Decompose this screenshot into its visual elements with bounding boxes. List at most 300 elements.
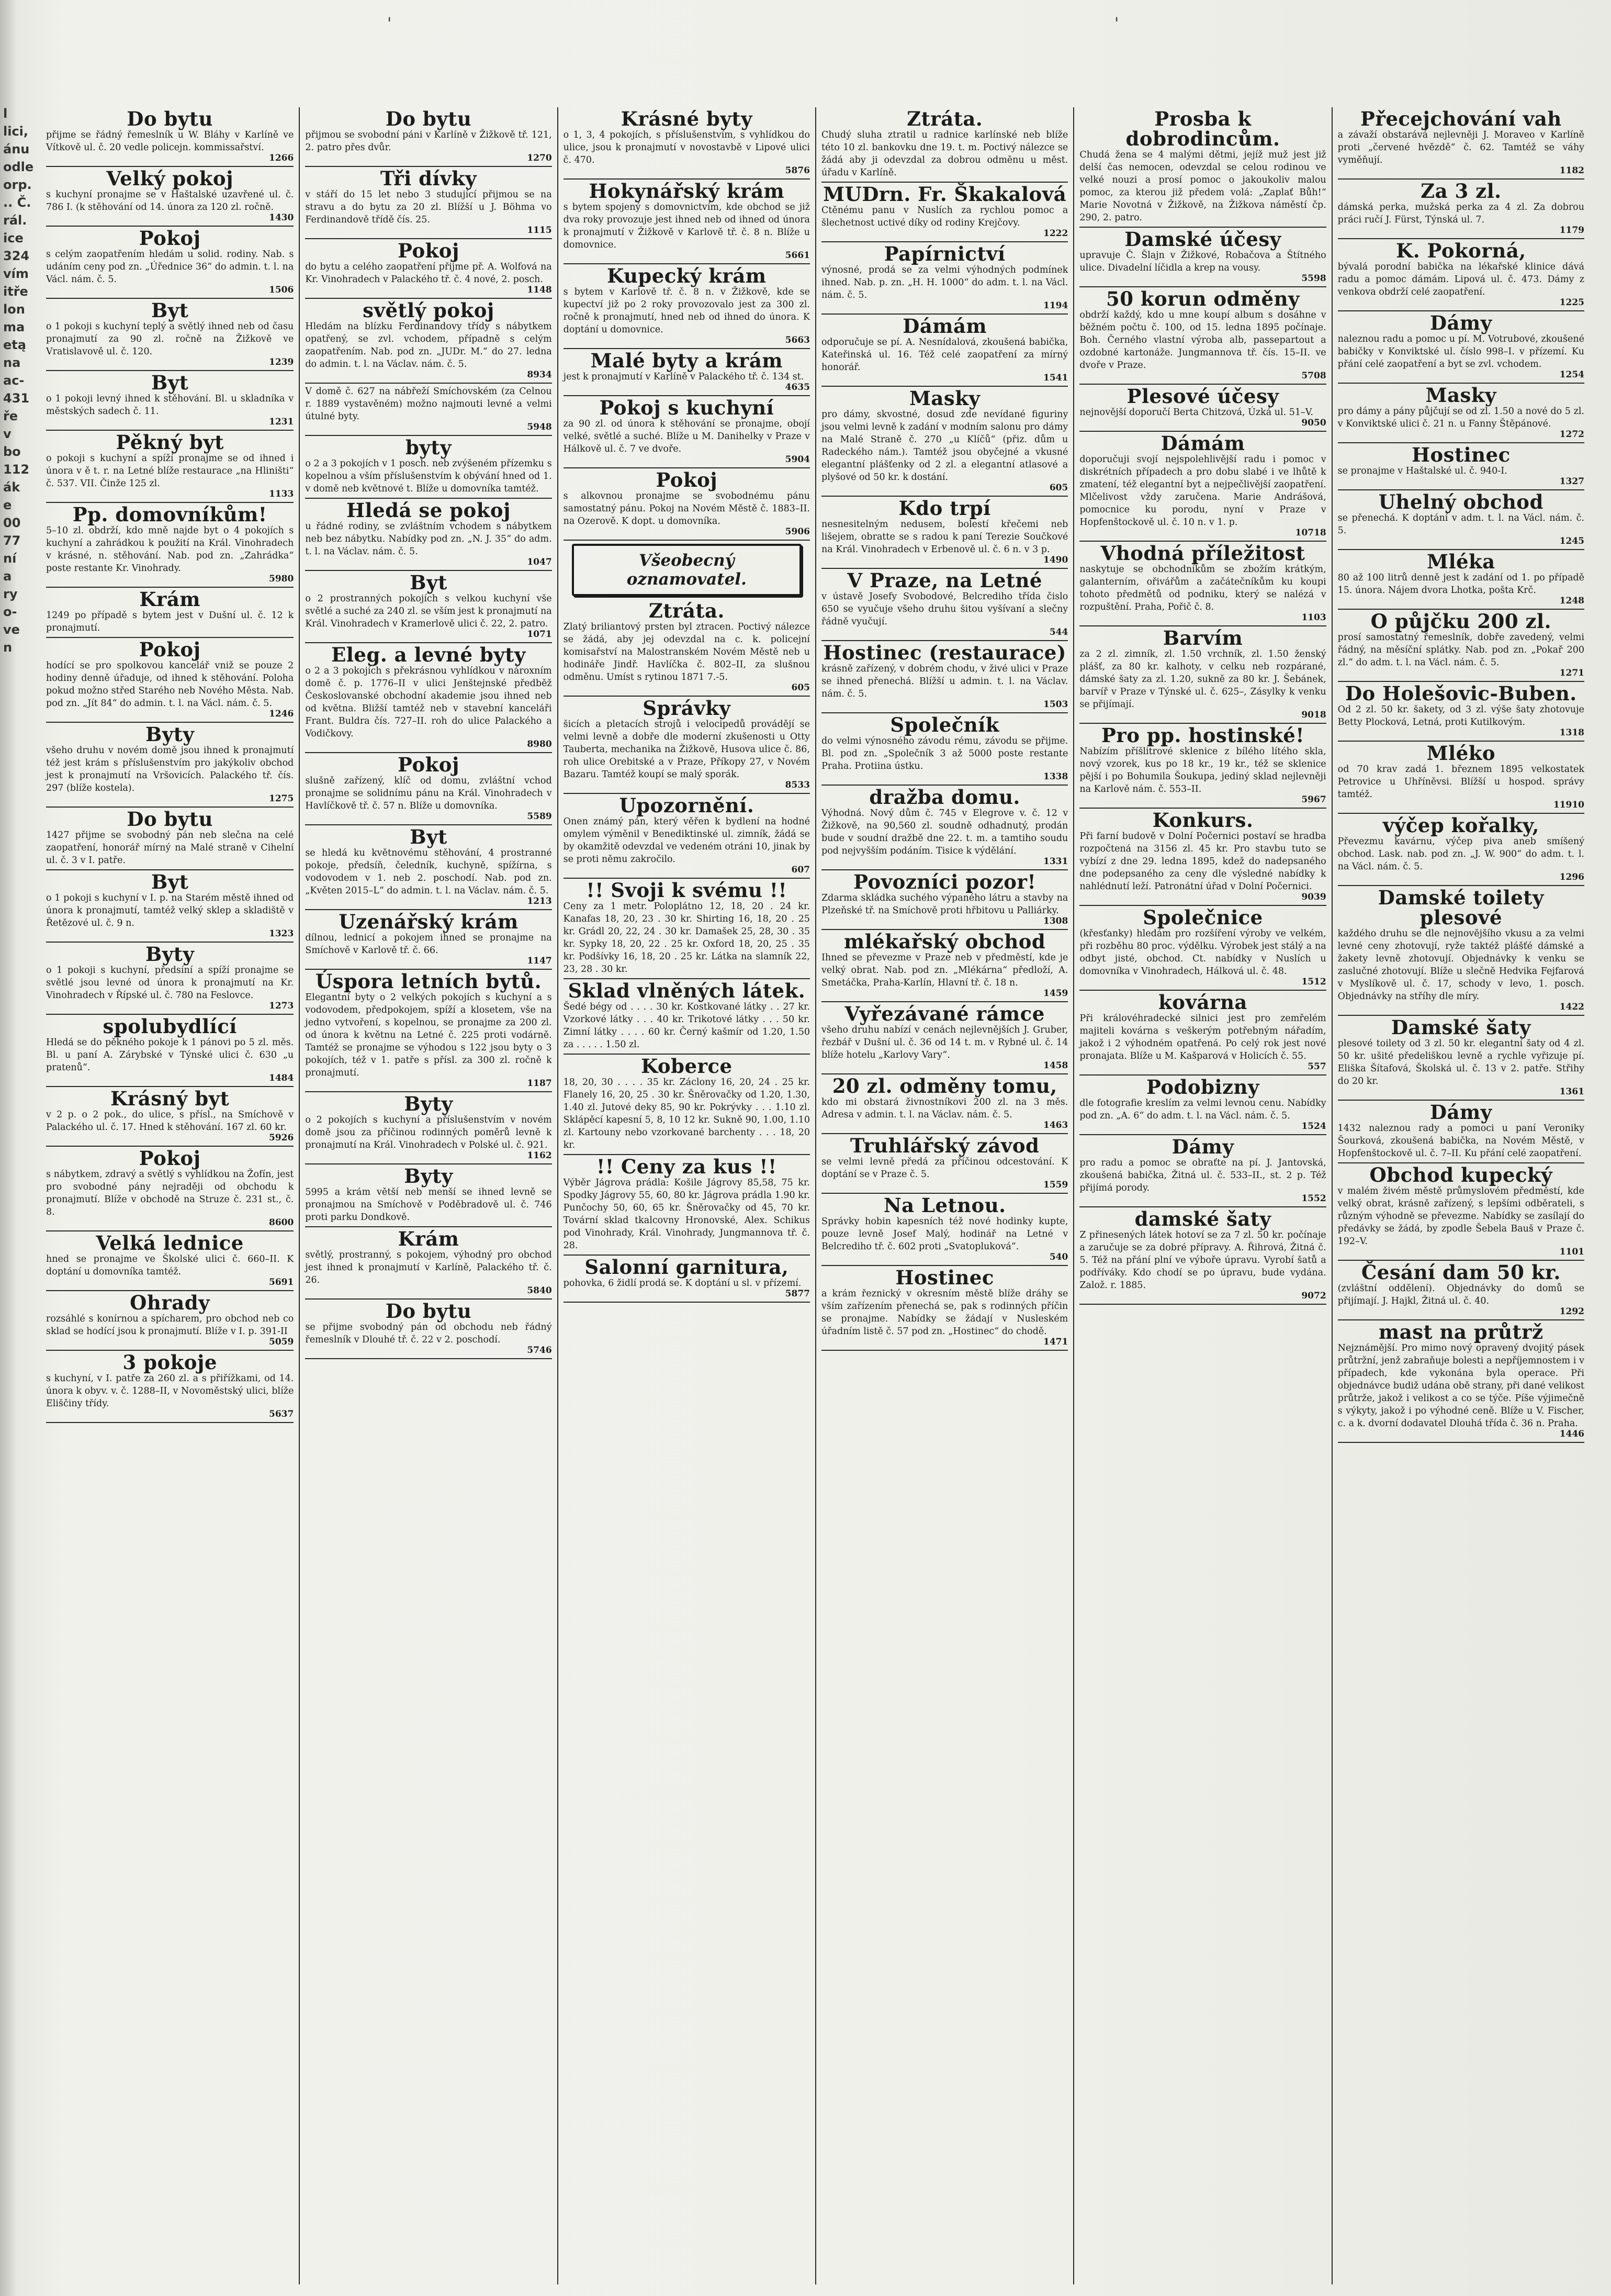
classified-ad <box>1338 1320 1584 1443</box>
ad-heading: Byt <box>410 571 447 594</box>
classified-ad <box>1338 239 1584 311</box>
classified-ad <box>46 1291 294 1351</box>
ad-body: o 1, 3, 4 pokojích, s příslušenstvím, s vyhlídkou do ulice, jsou k pronajmutí v novostavbě v Lipové ulici č. 470. <box>563 130 810 165</box>
ad-heading: Byty <box>145 943 195 966</box>
margin-fragment: 112 <box>3 462 30 477</box>
classified-ad <box>1338 1261 1584 1320</box>
ad-heading: 3 pokoje <box>122 1351 217 1374</box>
ad-body: hned se pronajme ve Školské ulici č. 660–II. K doptání u domovníka tamtéž. <box>46 1254 294 1277</box>
ad-number: 5876 <box>785 165 810 176</box>
classified-ad <box>46 1231 294 1291</box>
ad-heading: mlékařský obchod <box>844 930 1046 953</box>
classified-ad <box>821 1266 1068 1351</box>
classified-ad <box>1338 1163 1584 1261</box>
ad-heading: V Praze, na Letné <box>847 569 1042 592</box>
ad-body: všeho druhu nabízí v cenách nejlevnějších J. Gruber, řezbář v Dušní ul. č. 36 od 14 t. m. v Rybné ul. č. 14 blíže hotelu „Karlovy Vary“. <box>821 1025 1068 1060</box>
ad-number: 1503 <box>1043 699 1068 710</box>
column-4 <box>815 107 1073 2284</box>
classified-ad <box>821 497 1068 569</box>
adjacent-page-margin <box>3 105 34 656</box>
top-mark: ' <box>1114 15 1119 33</box>
ad-heading: Ztráta. <box>907 107 983 130</box>
ad-body: se přijme svobodný pán od obchodu neb řádný řemeslník v Dlouhé tř. č. 22 v 2. poschodí. <box>305 1322 552 1345</box>
classified-ad <box>1079 991 1326 1076</box>
ad-number: 5904 <box>785 454 810 465</box>
classified-ad <box>46 431 294 503</box>
ad-number: 1463 <box>1043 1120 1068 1130</box>
ad-number: 9018 <box>1301 710 1326 720</box>
ad-body: každého druhu se dle nejnovějšího vkusu a za velmi levné ceny zhotovují, ryže taktéž plášťé dámské a žakety levně zhotovují. Objednávky k venku se zaslučné zhotovují. Blíže u slečně Hedvika Fejfarová v Myslíkově ul. č. 17, schody v levo, 1. posch. Objednávky na stříhy dle míry. <box>1337 928 1584 1002</box>
ad-heading: Povozníci pozor! <box>853 870 1037 893</box>
classified-ad <box>821 183 1068 242</box>
ad-number: 5877 <box>785 1289 810 1299</box>
ad-body: od 70 krav zadá 1. březnem 1895 velkostatek Petrovice u Uhříněvsi. Blížší u hospod. správy tamtéž. <box>1337 764 1584 800</box>
ad-number: 1512 <box>1301 977 1326 987</box>
margin-fragment: o- <box>3 604 17 619</box>
ad-body: Onen známý pán, který věřen k bydlení na hodné omylem výměnil v Benediktinské ul. zimník, žádá se by okamžitě odevzdal ve vedeném otráni 10, jinak by se proti němu zakročilo. <box>563 816 810 865</box>
ad-body: o 2 pokojích s kuchyní a příslušenstvím v novém domě jsou za příčinou rodinných poměrů levně k pronajmutí na Král. Vinohradech v Polské ul. č. 921. <box>305 1115 552 1150</box>
classified-ad <box>564 979 810 1055</box>
ad-heading: mast na průtrž <box>1379 1320 1544 1343</box>
ad-heading: Dámám <box>1161 432 1245 455</box>
ad-number: 1071 <box>527 629 552 640</box>
classified-columns <box>41 107 1590 2284</box>
classified-ad <box>1079 432 1326 542</box>
ad-body: 1249 po případě s bytem jest v Dušní ul. č. 12 k pronajmutí. <box>46 610 294 633</box>
ad-body: Z přinesených látek hotoví se za 7 zl. 50 kr. počínaje a zaručuje se za dobré přípravy. A. Řihrová, Žitná č. 5. Též na přání plní ve výboře úpravu. Vyrobí šatů a podříváky. Kdo chodí se po úpravu, bude vydána. Založ. r. 1885. <box>1079 1230 1326 1291</box>
ad-body: přijme se řádný řemeslník u W. Bláhy v Karlíně ve Vítkově ul. č. 20 vedle policejn. kommissařství. <box>46 130 294 153</box>
ad-heading: Papírnictví <box>884 242 1006 265</box>
classified-ad <box>1338 742 1584 814</box>
ad-heading: Hostinec <box>895 1266 994 1289</box>
ad-number: 540 <box>1049 1252 1068 1262</box>
ad-heading: Kdo trpí <box>898 497 991 520</box>
classified-ad <box>1338 107 1584 180</box>
ad-body: Zlatý briliantový prsten byl ztracen. Poctivý nálezce se žádá, aby jej odevzdal na c. k. policejní komisařství na Malostranském Novém Městě neb u hodináře Jindř. Havlíčka č. 802–II, za slušnou odměnu. Umíst s rytinou 1871 7.-5. <box>563 622 810 682</box>
classified-ad <box>305 299 551 384</box>
ad-body: upravuje Č. Šlajn v Žižkové, Robačova a Štítného ulice. Divadelní líčidla a krep na vousy. <box>1079 250 1326 273</box>
ad-heading: Do bytu <box>385 107 472 130</box>
ad-heading: Koberce <box>641 1055 733 1078</box>
ad-body: Elegantní byty o 2 velkých pokojích s kuchyní a s vodovodem, předpokojem, spíží a klosetem, vše na jedno vytvoření, s kopelnou, se pronajme za 200 zl. od února k květnu na Letné č. 225 proti vodárně. Tamtéž se pronajme se výhodou s 122 jsou byty o 3 pokojích, též v 1. patře s přísl. za 300 zl. ročně k pronajmutí. <box>305 992 552 1078</box>
classified-ad <box>1338 180 1584 239</box>
classified-ad <box>821 1074 1068 1134</box>
classified-ad <box>1079 626 1326 724</box>
general-advertiser-notice <box>572 544 802 596</box>
ad-heading: Do Holešovic-Buben. <box>1345 682 1577 705</box>
margin-fragment: a <box>3 569 12 584</box>
ad-body: o 1 pokoji s kuchyní teplý a světlý ihned neb od času pronajmutí za 90 zl. ročně na Žižkově ve Vratislavově ul. č. 120. <box>46 321 294 357</box>
classified-ad <box>1338 384 1584 443</box>
ad-heading: Damské šaty <box>1391 1016 1531 1039</box>
ad-body: o 2 a 3 pokojích s překrásnou vyhlídkou v nároxním domě č. p. 1776–II v ulici Jenštejnské předběž Českoslovanské obchodní akademie jsou ihned neb od května. Bližší tamtéž neb v stavební kanceláři Frant. Buldra čís. 727–II. roh do ulice Palackého a Vodičkovy. <box>305 666 552 739</box>
ad-number: 5663 <box>785 335 810 345</box>
ad-body: Chudá žena se 4 malými dětmi, jejíž muž jest již delší čas nemocen, odevzdal se celou rodinou ve velké nouzi a prosí pomoc o jakoukoliv malou pomoc, za kterou již předem volá: „Zaplať Bůh!“ Marie Novotná v Žižkově, na Žižkova náměstí čp. 290, 2. patro. <box>1079 150 1326 223</box>
ad-heading: O půjčku 200 zl. <box>1370 610 1551 633</box>
ad-number: 1559 <box>1043 1180 1068 1190</box>
ad-number: 1308 <box>1043 916 1068 926</box>
ad-heading: kovárna <box>1158 991 1247 1014</box>
classified-ad <box>1338 814 1584 886</box>
ad-body: 5–10 zl. obdrží, kdo mně najde byt o 4 pokojích s kuchyní a zahrádkou k použití na Král. Vinohradech v krásné, n. stěhování. Nab. pod zn. „Zahrádka“ poste restante Kr. Vinohrady. <box>46 525 294 574</box>
margin-fragment: 324 <box>3 249 30 263</box>
classified-ad <box>821 1134 1068 1194</box>
classified-ad <box>1338 610 1584 682</box>
margin-fragment: itře <box>3 284 28 299</box>
ad-body: s celým zaopatřením hledám u solid. rodiny. Nab. s udáním ceny pod zn. „Úřednice 36“ do admin. t. l. na Václ. nám. č. 5. <box>46 249 294 285</box>
margin-fragment: ma <box>3 320 25 334</box>
ad-heading: Byt <box>151 870 189 893</box>
classified-ad <box>1338 1101 1584 1163</box>
ad-number: 1524 <box>1301 1121 1326 1132</box>
ad-body: přijmou se svobodní páni v Karlíně v Žižkově tř. 121, 2. patro přes dvůr. <box>305 130 552 153</box>
ad-number: 1327 <box>1559 476 1584 487</box>
classified-ad <box>46 1351 294 1423</box>
ad-heading: Obchod kupecký <box>1369 1163 1553 1186</box>
ad-body: obdrží každý, kdo u mne koupí album s dosáhne v běžném počtu č. 100, od 15. ledna 1895 počínaje. Boh. Černého vlastní výroba alb, passepartout a ozdobné kartonáže. Jungmannova tř. čís. 15–II. ve dvoře v Praze. <box>1079 310 1326 371</box>
ad-body: nejnovější doporučí Berta Chitzová, Úzká ul. 51–V. <box>1079 407 1313 418</box>
ad-heading: Barvím <box>1163 626 1243 649</box>
ad-body: prosí samostatný řemeslník, dobře zavedený, velmi řádný, na měsíční splátky. Nab. pod zn. „Pokař 200 zl.“ do adm. t. l. na Václ. nám. č. 5. <box>1337 632 1584 668</box>
classified-ad <box>1079 287 1326 385</box>
classified-ad <box>46 1015 294 1087</box>
ad-body: 80 až 100 litrů denně jest k zadání od 1. po případě 15. února. Nájem dvora Lhotka, pošta Krč. <box>1337 573 1584 596</box>
notice-line: Všeobecný <box>638 551 735 570</box>
classified-ad <box>564 107 810 180</box>
classified-ad <box>821 1194 1068 1266</box>
ad-number: 5708 <box>1301 371 1326 381</box>
ad-number: 4635 <box>785 382 810 393</box>
ad-number: 1182 <box>1559 165 1584 176</box>
classified-ad <box>564 1055 810 1155</box>
ad-number: 1101 <box>1559 1247 1584 1257</box>
ad-body: u řádné rodiny, se zvláštním vchodem s nábytkem neb bez nábytku. Nabídky pod zn. „N. J. 35“ do adm. t. l. na Václav. nám. č. 5. <box>305 521 552 557</box>
margin-fragment: ní <box>3 551 17 566</box>
ad-body: v ústavě Josefy Svobodové, Belcrediho třída čislo 650 se vyučuje všeho druhu šitou vyšívaní a slečny řádně vyučují. <box>821 591 1068 627</box>
classified-ad <box>46 723 294 808</box>
ad-heading: 50 korun odměny <box>1106 287 1300 310</box>
classified-ad <box>1079 385 1326 432</box>
ad-number: 9039 <box>1301 892 1326 902</box>
ad-body: Hledám na blízku Ferdinandovy třídy s nábytkem opatřený, se zvl. vchodem, případně s celým zaopatřením. Nab. pod zn. „JUDr. M.“ do 27. ledna do admin. t. l. na Václav. nám. č. 5. <box>305 321 552 369</box>
column-1 <box>41 107 299 2284</box>
margin-fragment: ry <box>3 587 18 601</box>
ad-heading: Přecejchování vah <box>1360 107 1562 130</box>
ad-heading: Na Letnou. <box>883 1194 1006 1217</box>
ad-body: Šedé bégy od . . . . 30 kr. Kostkované látky . . 27 kr. Vzorkové látky . . . 40 kr. Trikotové látky . . . 50 kr. Zimní látky . . . . 60 kr. Černý kašmír od 1.20, 1.50 za . . . . . 1.50 zl. <box>563 1002 810 1050</box>
classified-ad <box>821 1002 1068 1074</box>
ad-heading: Ohrady <box>130 1291 210 1314</box>
classified-ad <box>46 588 294 638</box>
ad-number: 1296 <box>1559 872 1584 882</box>
classified-ad <box>46 1087 294 1147</box>
classified-ad <box>46 167 294 227</box>
classified-ad <box>564 794 810 879</box>
ad-heading: Malé byty a krám <box>590 349 783 372</box>
ad-number: 1273 <box>269 1001 294 1011</box>
ad-body: se pronajme v Haštalské ul. č. 940-I. <box>1337 466 1507 476</box>
margin-fragment: ánu <box>3 142 30 156</box>
ad-number: 1222 <box>1043 228 1068 239</box>
classified-ad <box>305 239 551 299</box>
ad-number: 1246 <box>269 709 294 719</box>
ad-number: 1430 <box>269 212 294 223</box>
ad-heading: Hokynářský krám <box>589 180 785 203</box>
ad-heading: Velký pokoj <box>106 167 233 190</box>
ad-heading: Pokoj <box>656 468 718 491</box>
ad-body: Hledá se do pěkného pokoje k 1 pánovi po 5 zl. měs. Bl. u paní A. Zárybské v Týnské ulici č. 630 „u pratenů“. <box>46 1037 294 1073</box>
ad-heading: výčep kořalky, <box>1382 814 1539 837</box>
ad-number: 1552 <box>1301 1193 1326 1204</box>
ad-number: 1331 <box>1043 856 1068 867</box>
ad-heading: Pokoj <box>398 753 459 776</box>
classified-ad <box>564 1256 810 1303</box>
ad-body: výnosné, prodá se za velmi výhodných podmínek ihned. Nab. p. zn. „H. H. 1000“ do adm. t. l. na Václ. nám. č. 5. <box>821 265 1068 300</box>
margin-fragment: l <box>3 106 8 121</box>
ad-heading: Pokoj <box>398 239 459 262</box>
ad-heading: Eleg. a levné byty <box>331 643 526 666</box>
ad-body: (křesťanky) hledám pro rozšíření výroby ve velkém, při rozběhu 80 proc. výdělku. Výrobek jest stálý a na odbyt jisté, obchod. Ct. nabídky v Nuslích u domovníka v Vinohradech, Hálková ul. č. 48. <box>1079 928 1326 977</box>
ad-body: s bytem v Karlově tř. č. 8 n. v Žižkově, kde se kupectví již po 2 roky provozovalo jest za 300 zl. ročně k pronajmutí, hned neb od ihned do února. K doptání u domovnice. <box>563 287 810 335</box>
ad-body: světlý, prostranný, s pokojem, výhodný pro obchod jest ihned k pronajmutí v Karlíně, Palackého tř. č. 26. <box>305 1250 552 1285</box>
classified-ad <box>564 697 810 794</box>
ad-heading: Dámy <box>1429 311 1492 334</box>
ad-heading: Byty <box>145 723 195 746</box>
classified-ad <box>46 870 294 943</box>
ad-number: 1490 <box>1043 555 1068 565</box>
ad-body: 5995 a krám větší neb menší se ihned levně se pronajmou na Smíchově v Poděbradově ul. č. 746 proti parku Dondkově. <box>305 1187 552 1223</box>
classified-ad <box>305 1092 551 1164</box>
ad-number: 1162 <box>527 1150 552 1161</box>
ad-body: jest k pronajmutí v Karlíně v Palackého tř. č. 134 st. <box>563 372 804 382</box>
ad-heading: Byty <box>404 1092 453 1115</box>
ad-body: nesnesitelným nedusem, bolestí křečemi neb lišejem, obratte se s radou k paní Terezie Součkové na Král. Vinohradech v Erbenově ul. č. 6 n. v 3 p. <box>821 519 1068 555</box>
classified-ad <box>821 870 1068 930</box>
ad-heading: Velká lednice <box>96 1231 244 1255</box>
ad-number: 1254 <box>1559 369 1584 380</box>
ad-body: o 2 a 3 pokojích v 1 posch. neb zvýšeném přízemku s kopelnou a vším příslušenstvím k obývání hned od 1. v domě neb květnové t. Blíže u domovníka tamtéž. <box>305 458 552 494</box>
ad-heading: Ztráta. <box>648 599 725 622</box>
margin-fragment: ac- <box>3 373 25 388</box>
classified-ad <box>564 396 810 468</box>
ad-number: 5906 <box>785 527 810 537</box>
ad-number: 1446 <box>1559 1429 1584 1439</box>
ad-heading: Společník <box>890 713 999 736</box>
ad-number: 1275 <box>269 793 294 804</box>
ad-heading: Mléka <box>1426 550 1495 573</box>
ad-heading: Společnice <box>1143 906 1263 929</box>
classified-ad <box>305 107 551 167</box>
ad-body: 18, 20, 30 . . . . 35 kr. Záclony 16, 20, 24 . 25 kr. Flanely 16, 20, 25 . 30 kr. Šněrovačky od 1.20, 1.30, 1.40 zl. Jutové deky 85, 90 kr. Pokrývky . . . 1.10 zl. Sklápěcí kapesní 5, 8, 10 12 kr. Sukně 90, 1.00, 1.10 zl. Kartouny nebo vzorkované barchenty . . . 18, 20 kr. <box>563 1077 810 1150</box>
classified-ad <box>305 910 551 970</box>
ad-heading: byty <box>405 436 452 459</box>
ad-heading: Vhodná příležitost <box>1100 542 1305 565</box>
classified-ad <box>1338 311 1584 384</box>
classified-ad <box>564 468 810 541</box>
ad-heading: Pokoj <box>139 227 201 250</box>
ad-body: Při královéhradecké silnici jest pro zemřelém majiteli kovárna s veškerým potřebným nářadím, jakož i 2 výhodném opatřená. Po celý rok jest nové pronajata. Blíže u M. Kašparová v Holicích č. 55. <box>1079 1013 1326 1061</box>
ad-body: plesové toilety od 3 zl. 50 kr. elegantní šaty od 4 zl. 50 kr. ušité předeliškou levně a rychle vyřizuje pí. Eliška Šítafová, Školská ul. č. 13 v 2. patře. Střihy do 20 kr. <box>1337 1038 1584 1087</box>
ad-heading: Za 3 zl. <box>1421 180 1502 203</box>
ad-number: 1225 <box>1559 297 1584 308</box>
ad-number: 1194 <box>1043 300 1068 311</box>
ad-heading: Pokoj s kuchyní <box>599 396 774 419</box>
classified-ad <box>305 1300 551 1359</box>
ad-body: pohovka, 6 židlí prodá se. K doptání u sl. v přízemí. <box>563 1278 802 1289</box>
ad-number: 10718 <box>1295 528 1326 538</box>
ad-body: doporučuji svojí nejspolehlivější radu i pomoc v diskrétních případech a pro dobu slabé i ve lhůtě k zmatení, též elegantní byt a nejpečlivější zaopatření. Mlčelivost vždy zaručena. Marie Andrášová, pomocnice ku porodu, nyní v Praze v Hopfenštockově ul. č. 10 n. v 1. p. <box>1079 454 1326 528</box>
classified-ad <box>1079 1076 1326 1135</box>
ad-heading: Prosba k dobrodincům. <box>1125 107 1280 150</box>
classified-ad <box>1338 682 1584 742</box>
ad-body: Při farní budově v Dolní Počernici postaví se hradba rozpočtená na 3156 zl. 45 kr. Pro stavbu tuto se vybízí z dne 29. ledna 1895, kdež do nadepsaného dne podepsaného za ceny dle výsledné nabídky k nahlédnutí leží. Patronátní úřad v Dolní Počernici. <box>1079 831 1326 892</box>
ad-body: Od 2 zl. 50 kr. šakety, od 3 zl. výše šaty zhotovuje Betty Plocková, Letná, proti Kutilkovým. <box>1337 704 1584 727</box>
margin-fragment: ice <box>3 231 24 245</box>
ad-body: V domě č. 627 na nábřeží Smíchovském (za Celnou r. 1889 vystavěném) možno najmouti levné a velmi útulné byty. <box>305 386 552 422</box>
ad-number: 1239 <box>269 357 294 367</box>
ad-number: 1213 <box>527 896 552 906</box>
ad-heading: dražba domu. <box>869 786 1020 809</box>
ad-heading: Hledá se pokoj <box>346 499 511 522</box>
classified-ad <box>821 786 1068 870</box>
ad-number: 9050 <box>1301 418 1326 428</box>
ad-body: odporučuje se pí. A. Nesnídalová, zkoušená babička, Kateřinská ul. 16. Též celé zaopatření za mírný honorář. <box>821 337 1068 373</box>
ad-heading: Pp. domovníkům! <box>72 503 267 526</box>
classified-ad <box>46 1147 294 1231</box>
margin-fragment: 431 <box>3 391 30 406</box>
ad-heading: Konkurs. <box>1152 809 1254 832</box>
ad-heading: Dámy <box>1171 1135 1234 1158</box>
classified-ad <box>46 299 294 371</box>
classified-ad <box>564 264 810 349</box>
ad-heading: světlý pokoj <box>363 299 494 322</box>
ad-body: 1427 přijme se svobodný pán neb slečna na celé zaopatření, honorář mírný na Malé straně v Cihelní ul. č. 3 v I. patře. <box>46 830 294 866</box>
margin-fragment: ve <box>3 622 20 637</box>
ad-heading: Vyřezávané rámce <box>844 1002 1045 1025</box>
ad-heading: Sklad vlněných látek. <box>568 979 806 1002</box>
column-6 <box>1332 107 1590 2284</box>
ad-heading: Do bytu <box>127 808 213 831</box>
ad-number: 5926 <box>269 1133 294 1143</box>
ad-body: dámská perka, mužská perka za 4 zl. Za dobrou práci ručí J. Fürst, Týnská ul. 7. <box>1337 202 1584 225</box>
ad-body: do velmi výnosného závodu rému, závodu se přijme. Bl. pod zn. „Společník 3 až 5000 poste restante Praha. Protiina ústku. <box>821 736 1068 771</box>
ad-number: 1148 <box>527 285 552 295</box>
ad-body: Nabízím příšlitrové sklenice z bílého lítého skla, nový vzorek, kus po 18 kr., 19 kr., též se sklenice pější i po Bohumila Šoukupa, jediný sklad nejlevněji na Karlově nám. č. 553–II. <box>1079 746 1326 794</box>
ad-number: 5967 <box>1301 794 1326 805</box>
ad-heading: Byt <box>151 299 189 322</box>
classified-ad <box>821 930 1068 1002</box>
ad-number: 1231 <box>269 417 294 427</box>
ad-heading: Salonní garnitura, <box>584 1256 789 1279</box>
ad-heading: Uzenářský krám <box>339 910 519 933</box>
ad-heading: Hostinec (restaurace) <box>823 641 1066 664</box>
classified-ad <box>564 599 810 697</box>
ad-number: 5691 <box>269 1277 294 1287</box>
ad-body: o 1 pokoji s kuchyní v I. p. na Starém městě ihned od února k pronajmutí, tamtéž velký sklep a skladiště v Řetězové ul. č. 9 n. <box>46 893 294 928</box>
ad-heading: !! Svoji k svému !! <box>586 879 787 902</box>
ad-heading: Truhlářský závod <box>850 1134 1040 1157</box>
ad-heading: Krám <box>398 1227 459 1250</box>
ad-body: Zdarma skládka suchého výpaného látru a stavby na Plzeňské tř. na Smíchově proti hřbitovu u Palliárky. <box>821 893 1068 916</box>
margin-fragment: e <box>3 498 12 512</box>
ad-body: s kuchyní pronajme se v Haštalské uzavřené ul. č. 786 I. (k stěhování od 14. února za 120 zl. ročně. <box>46 189 294 212</box>
classified-ad <box>821 569 1068 641</box>
margin-fragment: odle <box>3 160 34 174</box>
ad-body: s bytem spojený s domovnictvím, kde obchod se již dva roky provozuje jest ihned neb od ihned od února k pronajmutí v Žižkově v Karlově tř. č. 8 n. Blíže u domovnice. <box>563 202 810 250</box>
classified-ad <box>305 753 551 825</box>
ad-body: Výhodná. Nový dům č. 745 v Elegrove v. č. 12 v Žižkově, na 90,560 zl. soudně odhadnutý, prodán bude v soudní dražbě dne 22. t. m. a tamtiho soudu pod nejvyšším podáním. Tisice k výdělání. <box>821 808 1068 856</box>
column-3 <box>557 107 815 2284</box>
ad-number: 1484 <box>269 1073 294 1083</box>
classified-ad <box>821 387 1068 497</box>
ad-number: 605 <box>791 682 810 693</box>
ad-number: 557 <box>1308 1061 1326 1072</box>
column-2 <box>299 107 557 2284</box>
margin-fragment: 77 <box>3 533 21 548</box>
ad-number: 5661 <box>785 250 810 261</box>
classified-ad <box>1338 550 1584 610</box>
classified-ad <box>821 107 1068 183</box>
ad-heading: Podobizny <box>1146 1076 1259 1099</box>
ad-body: o 1 pokoji s kuchyní, předsíní a spíží pronajme se světlé jsou levné od února k pronajmutí na Kr. Vinohradech v Řípské ul. č. 780 na Feslovce. <box>46 965 294 1001</box>
ad-number: 5637 <box>269 1409 294 1419</box>
notice-line: oznamovatel. <box>626 570 747 589</box>
classified-ad <box>305 825 551 910</box>
classified-ad <box>305 436 551 499</box>
ad-number: 5948 <box>527 422 552 432</box>
ad-heading: Česání dam 50 kr. <box>1361 1261 1561 1284</box>
ad-heading: Tři dívky <box>380 167 477 190</box>
ad-body: se přenechá. K doptání v adm. t. l. na Václ. nám. č. 5. <box>1337 513 1584 536</box>
margin-fragment: ák <box>3 480 20 495</box>
ad-body: v 2 p. o 2 pok., do ulice, s přísl., na Smíchově v Palackého ul. č. 17. Hned k stěhování. 167 zl. 60 kr. <box>46 1110 294 1133</box>
ad-body: Převezmu kavárnu, výčep piva aneb smíšený obchod. Lask. nab. pod zn. „J. W. 900“ do adm. t. l. na Václ. nám. č. 5. <box>1337 836 1584 872</box>
ad-body: a krám řeznický v okresním městě blíže dráhy se vším zařízením přenechá se, pak s rodinných příčin se pronajme. Nabídky se žádají v Nusleském úřadním listě č. 57 pod zn. „Hostinec“ do chodě. <box>821 1289 1068 1337</box>
ad-body: pro dámy a pány půjčují se od zl. 1.50 a nové do 5 zl. v Konviktské ulici č. 21 n. u Fanny Štěpánové. <box>1337 406 1584 429</box>
classified-ad <box>305 1227 551 1300</box>
margin-fragment: orp. <box>3 177 32 192</box>
ad-number: 5598 <box>1301 273 1326 284</box>
ad-heading: Hostinec <box>1412 443 1511 466</box>
ad-heading: Masky <box>909 387 981 410</box>
classified-ad <box>46 227 294 299</box>
ad-body: všeho druhu v novém domě jsou ihned k pronajmutí též jest krám s příslušenstvím pro jakýkoliv obchod jest k pronajmutí na Vršovicích. Palackého tř. čís. 297 (blíže kostela). <box>46 745 294 793</box>
ad-body: Ceny za 1 metr. Poloplátno 12, 18, 20 . 24 kr. Kanafas 18, 20, 23 . 30 kr. Shirting 16, 18, 20 . 25 kr. Grádl 20, 22, 24 . 30 kr. Damašek 25, 28, 30 . 35 kr. Sypky 18, 20, 22 . 25 kr. Oxford 18, 20, 25 . 35 kr. Podšívky 16, 18, 20 . 25 kr. Látka na slamník 22, 23, 28 . 30 kr. <box>563 901 810 975</box>
ad-heading: Správky <box>643 697 731 720</box>
ad-heading: Do bytu <box>127 107 213 130</box>
ad-body: v stáří do 15 let nebo 3 studující přijmou se na stravu a do bytu za 20 zl. Blížší u J. Böhma vo Ferdinandově třídě čís. 25. <box>305 189 552 225</box>
classified-ad <box>1079 107 1326 228</box>
ad-heading: Masky <box>1425 384 1497 407</box>
classified-ad <box>564 349 810 396</box>
ad-heading: Byty <box>404 1164 453 1188</box>
margin-fragment: rál. <box>3 213 27 228</box>
classified-ad <box>305 643 551 753</box>
ad-number: 1361 <box>1559 1087 1584 1097</box>
ad-body: slušně zařízený, klíč od domu, zvláštní vchod pronajme se solidnímu pánu na Král. Vinohradech v Havlíčkově tř. č. 57 n. Blíže u domovníka. <box>305 776 552 811</box>
classified-ad <box>821 713 1068 786</box>
ad-number: 1292 <box>1559 1306 1584 1317</box>
ad-number: 5980 <box>269 574 294 584</box>
ad-number: 1323 <box>269 928 294 939</box>
ad-body: rozsáhlé s konírnou a spícharem, pro obchod neb co sklad se hodící jsou k pronajmutí. Blíže v I. p. 391-II <box>46 1314 294 1337</box>
ad-heading: Mléko <box>1426 742 1496 765</box>
classified-ad <box>46 638 294 723</box>
ad-number: 605 <box>1049 483 1068 493</box>
ad-body: šicích a pletacích strojů i velocipedů provádějí se velmi levně a dobře dle moderní zkušenosti u Otty Tauberta, mechanika na Žižkově, Husova ulice č. 86, roh ulice Orebitské a v Praze, Příkopy 27, v Novém Bazaru. Tamtéž koupí se malý sporák. <box>563 719 810 780</box>
ad-body: o 1 pokoji levný ihned k stěhování. Bl. u skladníka v městských sadech č. 11. <box>46 394 294 417</box>
ad-heading: Kupecký krám <box>607 264 767 287</box>
